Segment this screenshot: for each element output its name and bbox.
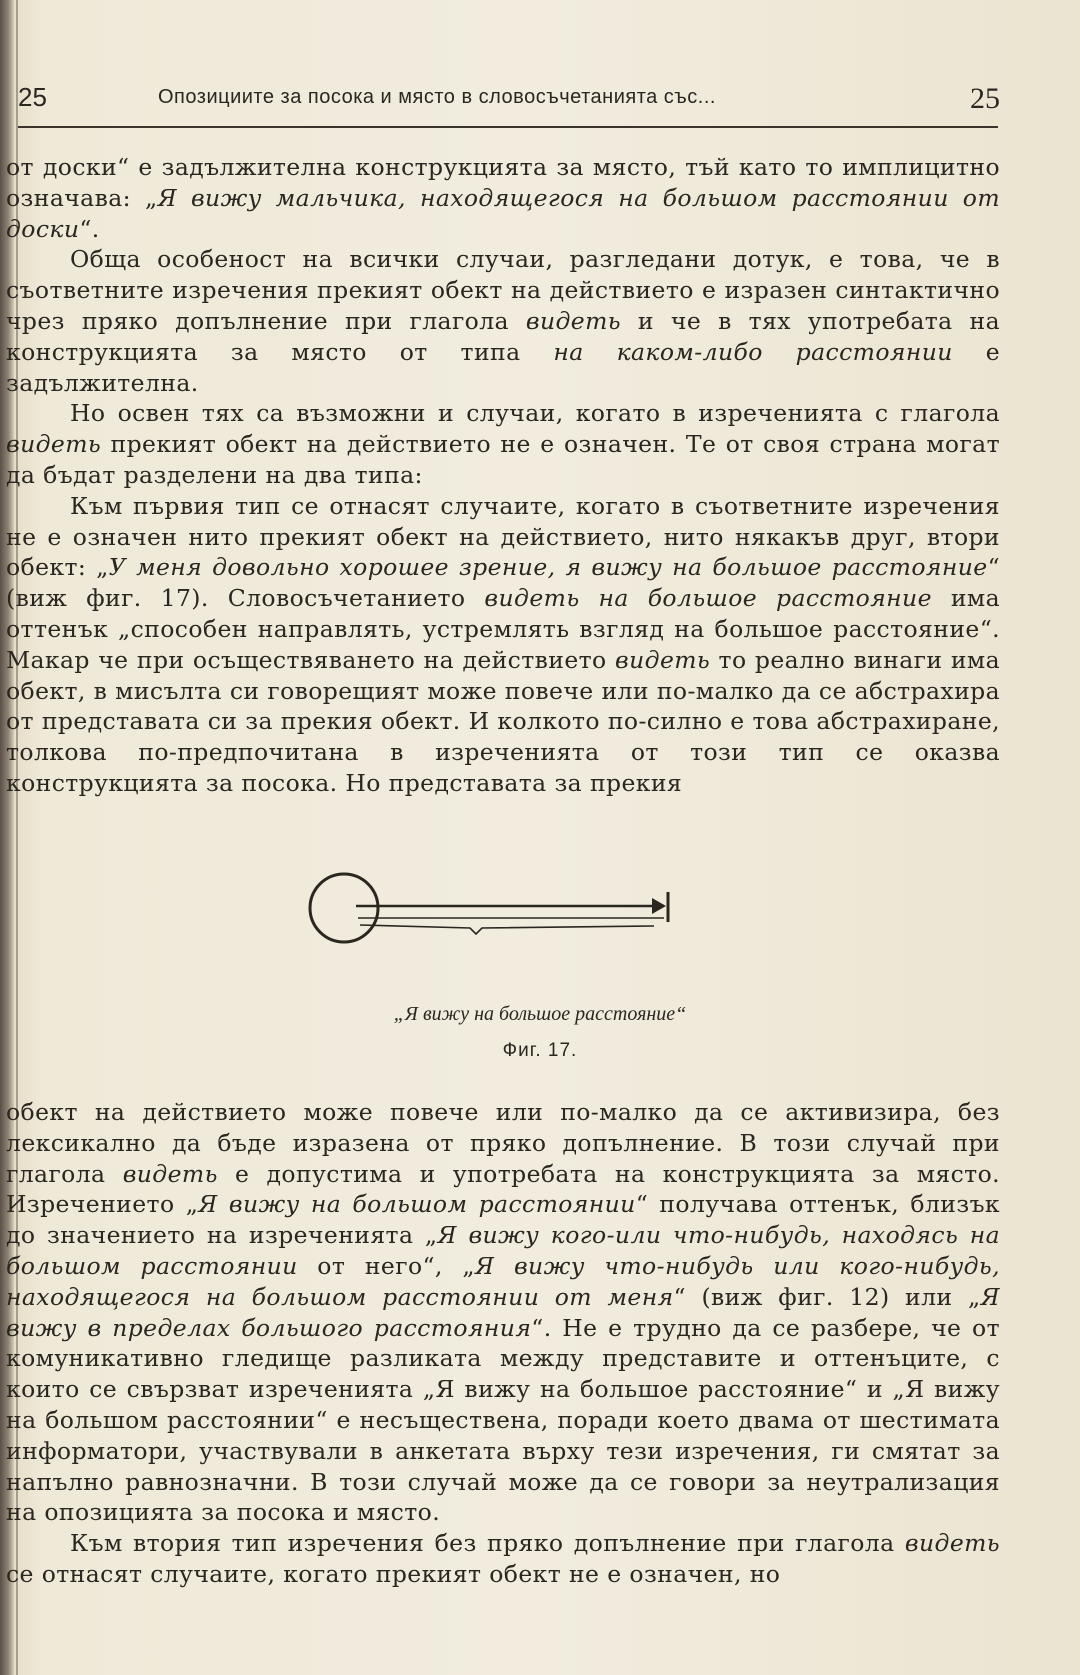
- figure-17-diagram: [300, 870, 700, 950]
- page-number-right: 25: [970, 82, 1000, 115]
- italic-phrase: на каком-либо расстоянии: [553, 337, 953, 366]
- italic-phrase: видеть: [615, 645, 711, 674]
- sight-brace: [360, 925, 654, 934]
- paragraph: [6, 398, 1000, 490]
- text-segment: Но освен тях са възможни и случаи, когато в изреченията с глагола: [70, 399, 1000, 428]
- text-segment: е задължителна.: [6, 337, 1001, 397]
- italic-phrase: Я вижу что-нибудь или кого-нибудь, находящегося на большом расстоянии от меня: [6, 1251, 1000, 1311]
- italic-phrase: видеть: [122, 1159, 218, 1188]
- italic-phrase: видеть: [525, 306, 621, 335]
- text-segment: от него“, „: [297, 1251, 475, 1280]
- text-segment: е допустима и употребата на конструкцията за място. Изречението „: [6, 1159, 1000, 1219]
- text-segment: Към втория тип изречения без пряко допълнение при глагола: [70, 1529, 905, 1558]
- italic-phrase: Я вижу мальчика, находящегося на большом расстоянии от доски: [6, 183, 1000, 243]
- text-segment: се отнасят случаите, когато прекият обект не е означен, но: [6, 1559, 781, 1588]
- paragraph: [6, 244, 1000, 398]
- figure-label: Фиг. 17.: [502, 1040, 578, 1061]
- text-segment: прекият обект на действието не е означен. Те от своя страна могат да бъдат разделени на два типа:: [6, 430, 1000, 489]
- text-segment: и че в тях употребата на конструкцията за място от типа: [6, 306, 1000, 366]
- running-header: [18, 82, 1000, 126]
- paragraph: [6, 152, 1000, 244]
- text-segment: “. Не е трудно да се разбере, че от комуникативно гледище разликата между представите и оттенъците, с които се свързват изреченията „Я вижу на большое расстояние“ и „Я вижу на большом расстоянии“ е несъществена, поради което двама от шестимата информатори, участвували в анкетата върху тези изречения, ги смятат за напълно равнозначни. В този случай може да се говори за неутрализация на опозицията за посока и място.: [6, 1313, 1000, 1527]
- italic-phrase: видеть: [904, 1529, 1000, 1558]
- page-number-left: 25: [18, 82, 47, 112]
- running-title: Опозициите за посока и място в словосъчетанията със...: [158, 86, 716, 108]
- text-segment: “ (виж фиг. 12) или „: [673, 1282, 981, 1311]
- paragraph: [6, 1097, 1000, 1528]
- italic-phrase: У меня довольно хорошее зрение, я вижу на большое расстояние: [108, 553, 988, 582]
- italic-phrase: видеть: [6, 430, 102, 459]
- text-segment: има оттенък „способен направлять, устремлять взгляд на большое расстояние“. Макар че при осъществяването на действието: [6, 584, 1000, 674]
- text-segment: “.: [79, 214, 100, 243]
- text-segment: Към първия тип се отнасят случаите, когато в съответните изречения не е означен нито прекият обект на действието, нито някакъв друг, втори обект: „: [6, 491, 1000, 582]
- figure-caption: „Я вижу на большое расстояние“: [393, 1003, 687, 1025]
- italic-phrase: Я вижу на большом расстоянии: [198, 1190, 636, 1219]
- eye-circle: [310, 874, 378, 942]
- paragraph: [6, 1528, 1000, 1590]
- italic-phrase: Я вижу в пределах большого расстояния: [6, 1282, 1000, 1342]
- text-segment: от доски“ е задължителна конструкцията за място, тъй като то имплицитно означава: „: [6, 153, 1000, 212]
- italic-phrase: Я вижу кого-или что-нибудь, находясь на большом расстоянии: [6, 1221, 1000, 1280]
- text-segment: “ получава оттенък, близък до значението на изреченията „: [6, 1190, 1001, 1250]
- header-rule: [18, 126, 998, 128]
- italic-phrase: видеть на большое расстояние: [484, 584, 932, 613]
- text-segment: “ (виж фиг. 17). Словосъчетанието: [6, 553, 1000, 613]
- arrow-head-icon: [652, 898, 666, 914]
- text-segment: обект на действието може повече или по-малко да се активизира, без лексикално да бъде изразена от пряко допълнение. В този случай при глагола: [6, 1098, 1000, 1188]
- text-segment: Обща особеност на всички случаи, разгледани дотук, е това, че в съответните изречения прекият обект на действието е изразен синтактично чрез пряко допълнение при глагола: [6, 245, 1000, 335]
- body-text-after-figure: [6, 1097, 1000, 1590]
- text-segment: то реално винаги има обект, в мисълта си говорещият може повече или по-малко да се абстрахира от представата си за прекия обект. И колкото по-силно е това абстрахиране, толкова по-предпочитана в изреченията от този тип се оказва конструкцията за посока. Но представата за прекия: [6, 645, 1000, 797]
- body-text-before-figure: [6, 152, 1000, 799]
- paragraph: [6, 491, 1000, 799]
